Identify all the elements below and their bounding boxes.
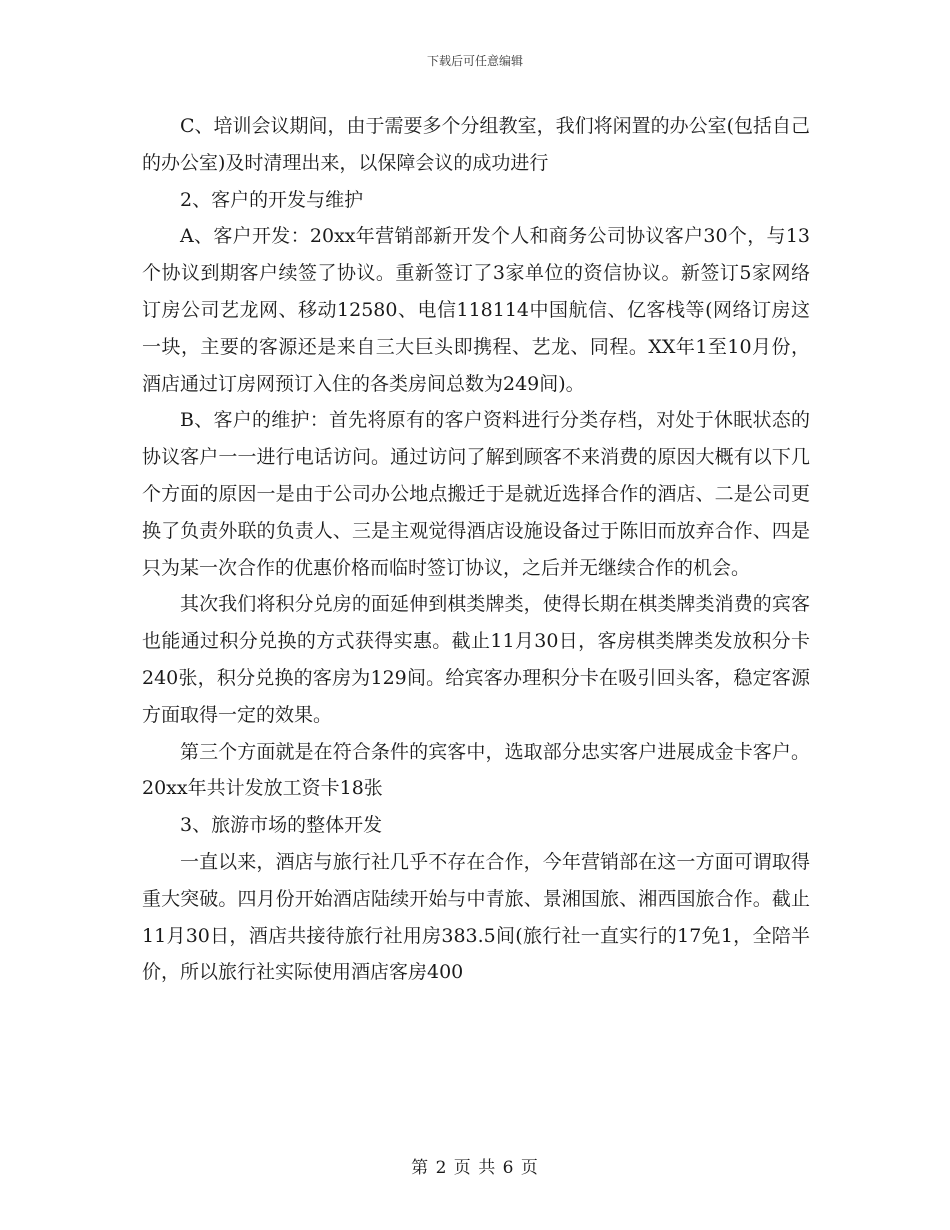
- paragraph-training-rooms: C、培训会议期间，由于需要多个分组教室，我们将闲置的办公室(包括自己的办公室)及时清理出来，以保障会议的成功进行: [142, 115, 810, 174]
- document-body: [142, 108, 810, 991]
- paragraph-points-exchange: 其次我们将积分兑房的面延伸到棋类牌类，使得长期在棋类牌类消费的宾客也能通过积分兑换的方式获得实惠。截止11月30日，客房棋类牌类发放积分卡240张，积分兑换的客房为129间。给宾客办理积分卡在吸引回头客，稳定客源方面取得一定的效果。: [142, 593, 810, 726]
- section-heading-customer-development: 2、客户的开发与维护: [180, 188, 364, 211]
- page-footer: 第 2 页 共 6 页: [411, 1158, 539, 1178]
- paragraph-travel-agency: 一直以来，酒店与旅行社几乎不存在合作，今年营销部在这一方面可谓取得重大突破。四月份开始酒店陆续开始与中青旅、景湘国旅、湘西国旅合作。截止11月30日，酒店共接待旅行社用房383.5间(旅行社一直实行的17免1，全陪半价，所以旅行社实际使用酒店客房400: [142, 850, 810, 984]
- section-heading-tourism-market: 3、旅游市场的整体开发: [180, 814, 383, 837]
- page-header: 下载后可任意编辑: [426, 54, 523, 68]
- paragraph-customer-acquisition: A、客户开发：20xx年营销部新开发个人和商务公司协议客户30个，与13个协议到期客户续签了协议。重新签订了3家单位的资信协议。新签订5家网络订房公司艺龙网、移动12580、电信118114中国航信、亿客栈等(网络订房这一块，主要的客源还是来自三大巨头即携程、艺龙、同程。XX年1至10月份，酒店通过订房网预订入住的各类房间总数为249间)。: [142, 225, 810, 395]
- paragraph-customer-maintenance: B、客户的维护：首先将原有的客户资料进行分类存档，对处于休眠状态的协议客户一一进行电话访问。通过访问了解到顾客不来消费的原因大概有以下几个方面的原因一是由于公司办公地点搬迁于是就近选择合作的酒店、二是公司更换了负责外联的负责人、三是主观觉得酒店设施设备过于陈旧而放弃合作、四是只为某一次合作的优惠价格而临时签订协议，之后并无继续合作的机会。: [142, 409, 810, 579]
- paragraph-gold-card: 第三个方面就是在符合条件的宾客中，选取部分忠实客户进展成金卡客户。20xx年共计发放工资卡18张: [142, 740, 810, 800]
